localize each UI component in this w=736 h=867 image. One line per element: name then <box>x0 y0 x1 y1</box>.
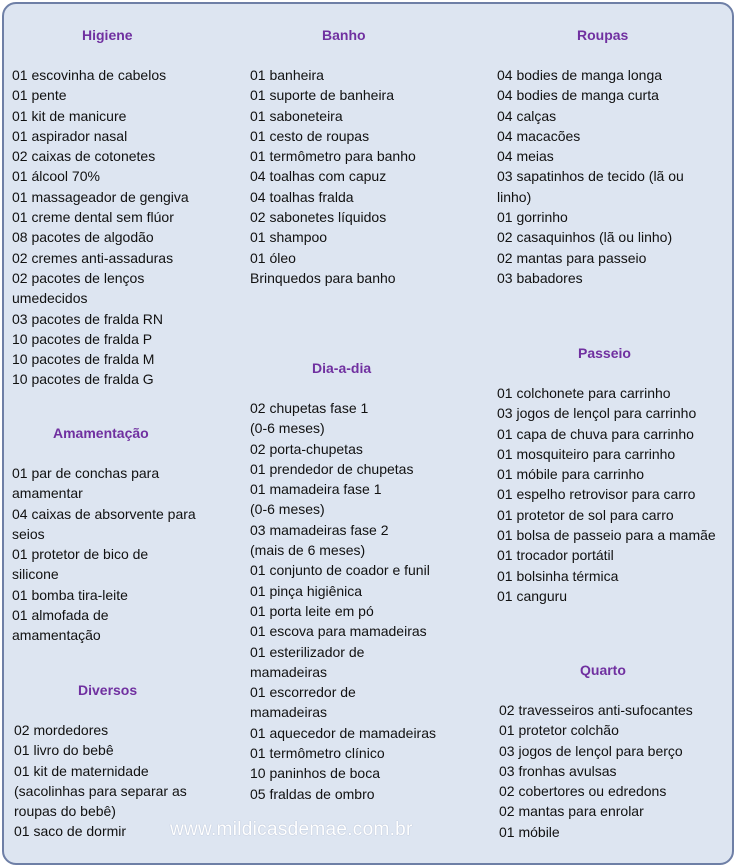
list-item: 01 móbile <box>499 823 560 840</box>
list-item: 01 escorredor de <box>250 684 356 701</box>
list-item: 01 shampoo <box>250 229 328 246</box>
list-item: seios <box>12 525 45 542</box>
list-item: 03 fronhas avulsas <box>499 762 617 779</box>
list-item: 04 meias <box>497 148 554 165</box>
list-item: 02 caixas de cotonetes <box>12 148 156 165</box>
list-item: 01 banheira <box>250 67 324 83</box>
list-item: 02 sabonetes líquidos <box>250 209 387 226</box>
list-item: 03 sapatinhos de tecido (lã ou <box>497 168 684 185</box>
section-quarto <box>499 660 693 842</box>
list-item: linho) <box>497 188 532 205</box>
list-item: 01 livro do bebê <box>14 742 114 759</box>
item-list <box>14 720 187 842</box>
list-item: 03 pacotes de fralda RN <box>12 310 163 327</box>
section-diversos <box>14 680 187 842</box>
list-item: (0-6 meses) <box>250 501 325 518</box>
list-item: 10 pacotes de fralda G <box>12 371 154 388</box>
list-item: 01 par de conchas para <box>12 465 160 481</box>
section-higiene <box>12 25 189 390</box>
list-item: 01 protetor colchão <box>499 722 619 739</box>
list-item: 01 aquecedor de mamadeiras <box>250 724 437 741</box>
item-list <box>250 65 416 288</box>
list-item: 01 trocador portátil <box>497 547 614 564</box>
list-item: 02 mantas para passeio <box>497 249 647 266</box>
list-item: 01 suporte de banheira <box>250 87 394 104</box>
list-item: 01 bolsa de passeio para a mamãe <box>497 527 716 544</box>
list-item: 01 pente <box>12 87 67 104</box>
list-item: 02 porta-chupetas <box>250 440 363 457</box>
list-item: amamentar <box>12 485 83 502</box>
item-list <box>497 65 684 288</box>
list-item: 01 conjunto de coador e funil <box>250 562 430 579</box>
list-item: amamentação <box>12 627 101 644</box>
list-item: 02 mantas para enrolar <box>499 803 644 820</box>
list-item: 01 móbile para carrinho <box>497 466 645 483</box>
list-item: 01 capa de chuva para carrinho <box>497 425 694 442</box>
list-item: 01 termômetro para banho <box>250 148 416 165</box>
section-amamentacao <box>12 423 196 646</box>
section-title: Passeio <box>578 345 631 361</box>
section-title: Higiene <box>82 27 133 43</box>
list-item: silicone <box>12 566 59 583</box>
list-item: 01 espelho retrovisor para carro <box>497 486 696 503</box>
list-item: (0-6 meses) <box>250 420 325 437</box>
list-item: mamadeiras <box>250 663 328 680</box>
list-item: 01 prendedor de chupetas <box>250 460 414 477</box>
list-item: 04 bodies de manga longa <box>497 67 663 83</box>
list-item: 04 toalhas fralda <box>250 188 354 205</box>
list-item: 10 pacotes de fralda P <box>12 330 153 347</box>
section-roupas <box>497 25 684 288</box>
list-item: 01 colchonete para carrinho <box>497 385 671 401</box>
list-item: 01 almofada de <box>12 607 109 624</box>
list-item: 01 aspirador nasal <box>12 127 128 144</box>
list-item: 10 pacotes de fralda M <box>12 351 155 368</box>
list-item: 08 pacotes de algodão <box>12 229 154 246</box>
list-item: 01 escova para mamadeiras <box>250 623 427 640</box>
list-item: 01 protetor de sol para carro <box>497 506 674 523</box>
section-passeio <box>497 343 716 606</box>
list-item: 01 bomba tira-leite <box>12 586 128 603</box>
list-item: 01 álcool 70% <box>12 168 100 185</box>
list-item: 03 jogos de lençol para berço <box>499 742 683 759</box>
list-item: 01 mosquiteiro para carrinho <box>497 445 676 462</box>
list-item: 01 canguru <box>497 587 568 604</box>
list-item: roupas do bebê) <box>14 803 116 820</box>
list-item: 04 calças <box>497 107 557 124</box>
list-item: (sacolinhas para separar as <box>14 782 187 799</box>
list-item: 01 massageador de gengiva <box>12 188 189 205</box>
section-dia-a-dia <box>250 358 436 804</box>
list-item: 02 cremes anti-assaduras <box>12 249 174 266</box>
list-item: umedecidos <box>12 290 88 307</box>
item-list <box>250 398 436 804</box>
item-list <box>12 463 196 646</box>
section-title: Diversos <box>78 682 138 698</box>
section-title: Quarto <box>580 662 626 678</box>
list-item: 01 creme dental sem flúor <box>12 209 174 226</box>
list-item: 01 gorrinho <box>497 209 568 226</box>
section-title: Amamentação <box>53 425 149 441</box>
list-item: (mais de 6 meses) <box>250 542 366 559</box>
list-item: 04 bodies de manga curta <box>497 87 659 104</box>
list-item: 01 saco de dormir <box>14 823 127 840</box>
list-item: 01 bolsinha térmica <box>497 567 619 584</box>
list-item: 02 travesseiros anti-sufocantes <box>499 702 693 718</box>
list-item: 01 cesto de roupas <box>250 127 370 144</box>
list-item: 01 escovinha de cabelos <box>12 67 167 83</box>
list-item: 02 casaquinhos (lã ou linho) <box>497 229 673 246</box>
item-list <box>499 700 693 842</box>
list-item: 02 mordedores <box>14 722 109 738</box>
list-item: 05 fraldas de ombro <box>250 785 375 802</box>
list-item: mamadeiras <box>250 704 328 721</box>
list-item: 03 mamadeiras fase 2 <box>250 521 389 538</box>
list-item: 03 babadores <box>497 269 583 286</box>
list-item: 01 saboneteira <box>250 107 343 124</box>
list-item: 01 protetor de bico de <box>12 546 149 563</box>
section-title: Roupas <box>577 27 629 43</box>
list-item: 01 esterilizador de <box>250 643 365 660</box>
list-item: Brinquedos para banho <box>250 269 396 286</box>
watermark-url: www.mildicasdemae.com.br <box>170 819 413 840</box>
list-item: 04 macacões <box>497 127 581 144</box>
list-item: 01 kit de manicure <box>12 107 127 124</box>
list-item: 03 jogos de lençol para carrinho <box>497 405 697 422</box>
list-item: 04 toalhas com capuz <box>250 168 387 185</box>
list-item: 01 termômetro clínico <box>250 745 385 762</box>
section-title: Banho <box>322 27 366 43</box>
list-item: 01 óleo <box>250 249 296 266</box>
list-item: 01 pinça higiênica <box>250 582 363 599</box>
list-item: 02 chupetas fase 1 <box>250 400 369 416</box>
item-list <box>12 65 189 390</box>
item-list <box>497 383 716 606</box>
section-title: Dia-a-dia <box>312 360 372 376</box>
list-item: 02 pacotes de lenços <box>12 269 145 286</box>
list-item: 01 kit de maternidade <box>14 762 149 779</box>
list-item: 10 paninhos de boca <box>250 765 380 782</box>
list-item: 01 porta leite em pó <box>250 602 374 619</box>
list-item: 02 cobertores ou edredons <box>499 783 667 800</box>
section-banho <box>250 25 416 288</box>
list-item: 04 caixas de absorvente para <box>12 505 196 522</box>
list-item: 01 mamadeira fase 1 <box>250 481 382 498</box>
